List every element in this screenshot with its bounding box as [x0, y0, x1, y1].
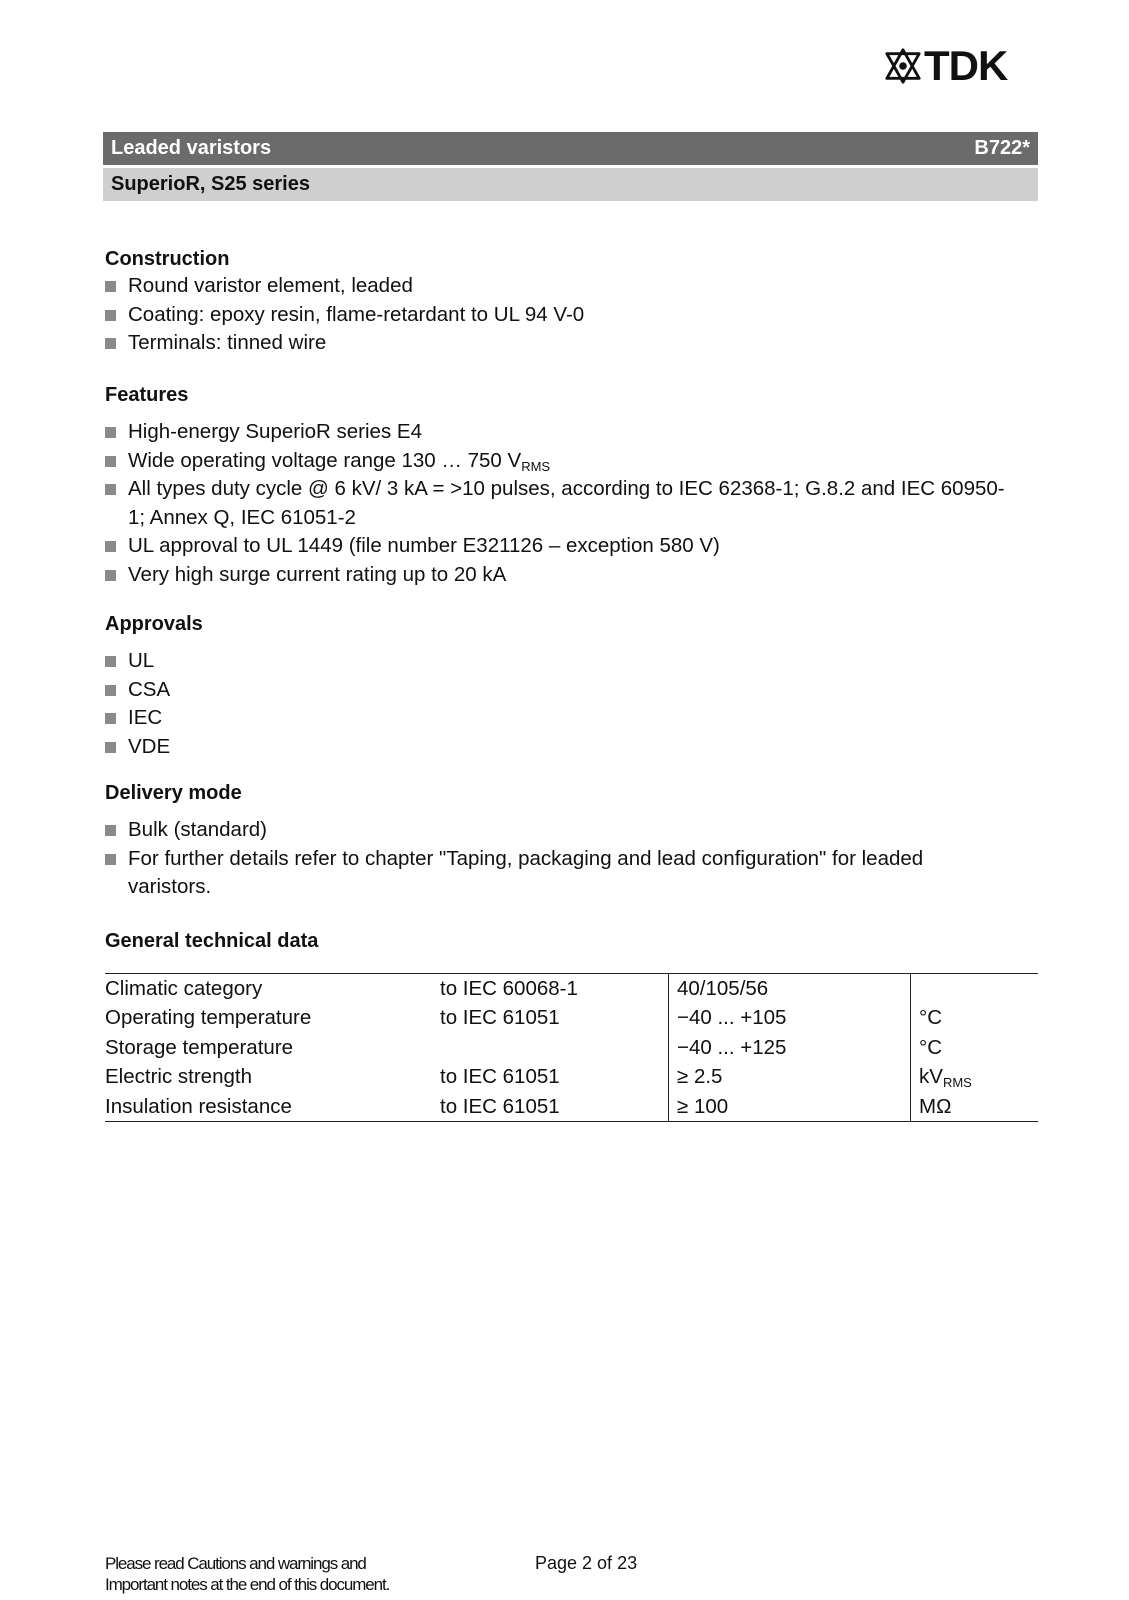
list-item: Bulk (standard)	[105, 816, 985, 845]
construction-list	[105, 272, 584, 358]
part-code: B722*	[974, 137, 1030, 159]
bullet-icon	[105, 484, 116, 495]
list-item: VDE	[105, 733, 170, 762]
table-row: Operating temperature to IEC 61051 −40 ... +105 °C	[105, 1003, 1038, 1032]
logo-text: TDK	[924, 42, 1008, 89]
bullet-icon	[105, 541, 116, 552]
tdk-emblem-icon	[884, 47, 922, 85]
table-row: Insulation resistance to IEC 61051 ≥ 100 MΩ	[105, 1092, 1038, 1122]
bullet-icon	[105, 427, 116, 438]
features-heading: Features	[105, 384, 189, 406]
bullet-icon	[105, 570, 116, 581]
category-title: Leaded varistors	[111, 137, 272, 159]
features-list	[105, 418, 1005, 589]
page-number: Page 2 of 23	[535, 1553, 638, 1573]
delivery-heading: Delivery mode	[105, 782, 242, 804]
bullet-icon	[105, 310, 116, 321]
bullet-icon	[105, 685, 116, 696]
list-item: Very high surge current rating up to 20 kA	[105, 561, 1005, 590]
list-item: Round varistor element, leaded	[105, 272, 584, 301]
list-item: UL	[105, 647, 170, 676]
table-row: Storage temperature −40 ... +125 °C	[105, 1033, 1038, 1062]
list-item: Wide operating voltage range 130 … 750 $V_{RMS}$	[105, 447, 1005, 476]
tdk-logo	[884, 42, 1038, 89]
list-item: CSA	[105, 676, 170, 705]
delivery-list	[105, 816, 985, 902]
tech-table	[105, 973, 1038, 1122]
tech-heading: General technical data	[105, 930, 319, 952]
bullet-icon	[105, 281, 116, 292]
bullet-icon	[105, 854, 116, 865]
list-item: IEC	[105, 704, 170, 733]
approvals-list	[105, 647, 170, 761]
list-item: For further details refer to chapter "Taping, packaging and lead configuration" for leaded varistors.	[105, 845, 985, 902]
list-item: Terminals: tinned wire	[105, 329, 584, 358]
approvals-heading: Approvals	[105, 613, 203, 635]
bullet-icon	[105, 656, 116, 667]
category-bar	[103, 132, 1038, 165]
list-item: Coating: epoxy resin, flame-retardant to UL 94 V-0	[105, 301, 584, 330]
list-item: High-energy SuperioR series E4	[105, 418, 1005, 447]
list-item: All types duty cycle @ 6 kV/ 3 kA = >10 pulses, according to IEC 62368-1; G.8.2 and IEC 60950-1; Annex Q, IEC 61051-2	[105, 475, 1005, 532]
bullet-icon	[105, 742, 116, 753]
bullet-icon	[105, 713, 116, 724]
table-row: Climatic category to IEC 60068-1 40/105/56	[105, 974, 1038, 1004]
bullet-icon	[105, 456, 116, 467]
table-row: Electric strength to IEC 61051 ≥ 2.5 $kV_{RMS}$	[105, 1062, 1038, 1091]
bullet-icon	[105, 825, 116, 836]
series-title: SuperioR, S25 series	[111, 173, 310, 195]
construction-heading: Construction	[105, 248, 230, 270]
bullet-icon	[105, 338, 116, 349]
list-item: UL approval to UL 1449 (file number E321126 – exception 580 V)	[105, 532, 1005, 561]
series-bar	[103, 168, 1038, 201]
footer-note: Please read Cautions and warnings and Important notes at the end of this document.	[105, 1554, 390, 1594]
